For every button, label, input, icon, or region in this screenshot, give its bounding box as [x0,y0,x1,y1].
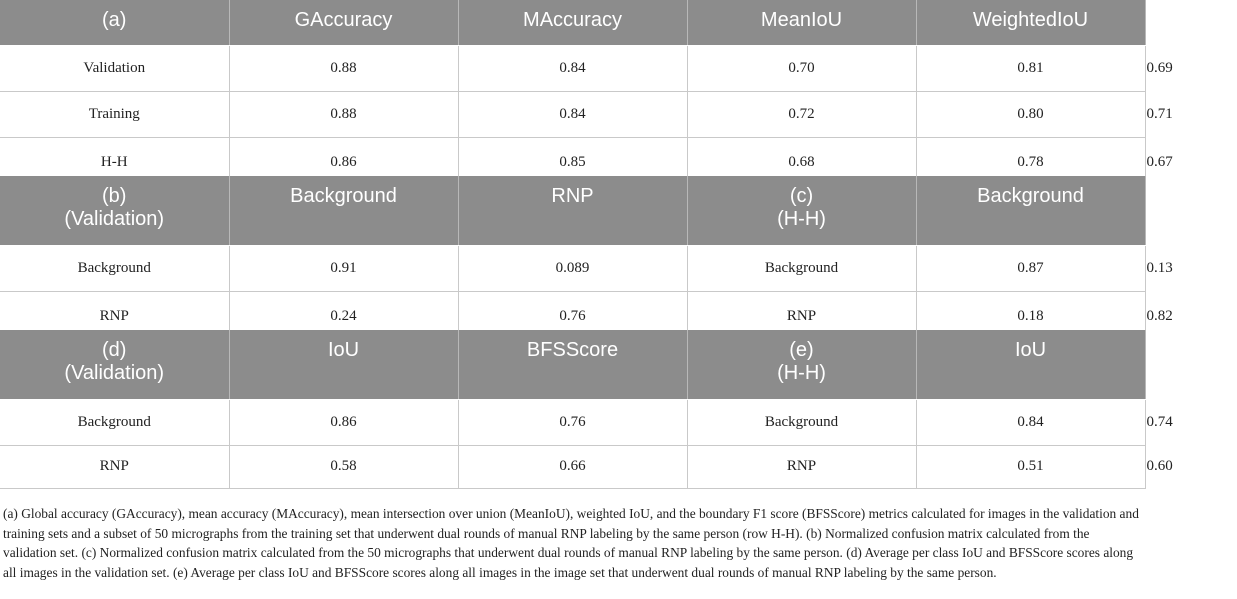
header-row-de: (d) (Validation) IoU BFSScore (e) (H-H) IoU BFSScore [0,330,1145,399]
header-row-a: (a) GAccuracy MAccuracy MeanIoU WeightedIoU BFSScore [0,0,1145,45]
table-row: Background 0.91 0.089 Background 0.87 0.13 [0,245,1145,291]
table-cell: 0.80 [916,91,1145,137]
row-label: Background [687,245,916,291]
row-label: RNP [687,445,916,488]
table-cell: 0.84 [916,399,1145,445]
header-cell-d [0,330,229,399]
table-row: Background 0.86 0.76 Background 0.84 0.74 [0,399,1145,445]
table-cell: 0.51 [916,445,1145,488]
header-cell: RNP [458,176,687,245]
table-row: RNP 0.24 0.76 RNP 0.18 0.82 [0,291,1145,330]
table-cell: 0.089 [458,245,687,291]
header-cell: (a) [0,0,229,45]
table-cell: 0.87 [916,245,1145,291]
row-label: H-H [0,137,229,176]
table-cell: 0.70 [687,45,916,91]
table-row: Validation 0.88 0.84 0.70 0.81 0.69 [0,45,1145,91]
row-label: RNP [0,445,229,488]
header-cell: GAccuracy [229,0,458,45]
row-label: Background [0,399,229,445]
table-row: Training 0.88 0.84 0.72 0.80 0.71 [0,91,1145,137]
header-cell: Background [916,176,1145,245]
header-cell-c [687,176,916,245]
section-sublabel: (Validation) [64,208,165,230]
header-cell: IoU [916,330,1145,399]
header-cell: IoU [229,330,458,399]
section-label: (e) [789,339,814,361]
row-label: RNP [0,291,229,330]
table-cell: 0.81 [916,45,1145,91]
table-cell: 0.24 [229,291,458,330]
table-cell: 0.86 [229,137,458,176]
table-cell: 0.88 [229,45,458,91]
table-row: RNP 0.58 0.66 RNP 0.51 0.60 [0,445,1145,488]
table-cell: 0.58 [229,445,458,488]
table-cell: 0.84 [458,45,687,91]
table-cell: 0.88 [229,91,458,137]
header-row-bc: (b) (Validation) Background RNP (c) (H-H) Background RNP [0,176,1145,245]
header-cell: MAccuracy [458,0,687,45]
row-label: Validation [0,45,229,91]
row-label: Training [0,91,229,137]
section-label: (c) [789,185,814,207]
table-cell: 0.18 [916,291,1145,330]
row-label: RNP [687,291,916,330]
section-label: (b) [102,185,127,207]
header-cell-e [687,330,916,399]
header-cell: WeightedIoU [916,0,1145,45]
section-label: (d) [102,339,127,361]
table-cell: 0.72 [687,91,916,137]
table-cell: 0.78 [916,137,1145,176]
table-footnote: (a) Global accuracy (GAccuracy), mean accuracy (MAccuracy), mean intersection over union (MeanIoU), weighted IoU, and the boundary F1 score (BFSScore) metrics calculated for images in the validation and training sets and a subset of 50 micrographs from the training set that underwent dual rounds of manual RNP labeling by the same person (row H-H). (b) Normalized confusion matrix calculated from the validation set. (c) Normalized confusion matrix calculated from the 50 micrographs that underwent dual rounds of manual RNP labeling by the same person. (d) Average per class IoU and BFSScore scores along all images in the validation set. (e) Average per class IoU and BFSScore scores along all images in the image set that underwent dual rounds of manual RNP labeling by the same person. [3,506,1139,580]
table-cell: 0.91 [229,245,458,291]
row-label: Background [0,245,229,291]
table-cell: 0.68 [687,137,916,176]
table-cell: 0.86 [229,399,458,445]
row-label: Background [687,399,916,445]
table-cell: 0.84 [458,91,687,137]
table-cell: 0.76 [458,291,687,330]
table-row: H-H 0.86 0.85 0.68 0.78 0.67 [0,137,1145,176]
section-sublabel: (H-H) [777,208,826,230]
header-cell: Background [229,176,458,245]
section-sublabel: (H-H) [777,362,826,384]
header-cell: BFSScore [458,330,687,399]
table-cell: 0.76 [458,399,687,445]
section-sublabel: (Validation) [64,362,165,384]
table-cell: 0.66 [458,445,687,488]
table-cell: 0.85 [458,137,687,176]
header-cell-b [0,176,229,245]
header-cell: MeanIoU [687,0,916,45]
